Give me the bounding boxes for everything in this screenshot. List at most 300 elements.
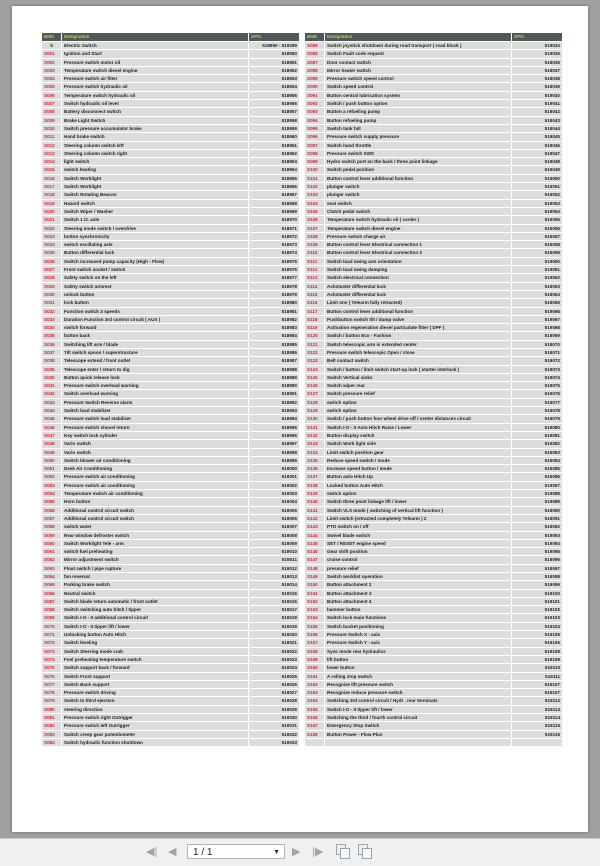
table-row <box>305 125 562 132</box>
designation-cell: Switch increased pump capacity (High - Flow) <box>62 258 248 265</box>
spn-cell: 519116 <box>512 731 562 738</box>
page-number-select[interactable] <box>187 844 285 859</box>
table-row <box>305 739 562 746</box>
bmk-cell: S149 <box>305 573 324 580</box>
spn-cell: 519107 <box>512 681 562 688</box>
table-row <box>42 465 299 472</box>
spn-cell: 519071 <box>512 349 562 356</box>
bmk-cell: S <box>42 42 61 49</box>
table-row <box>42 291 299 298</box>
spn-cell: 518959 <box>249 125 299 132</box>
designation-cell: plunger switch <box>325 183 511 190</box>
designation-cell: Switch / button / limit switch start-up lock ( starter interlock ) <box>325 366 511 373</box>
table-row <box>42 75 299 82</box>
bmk-cell: S048 <box>42 440 61 447</box>
next-page-icon[interactable]: ▶ <box>292 846 301 858</box>
table-row <box>305 366 562 373</box>
designation-cell: Telescope enter / return to dig <box>62 366 248 373</box>
spn-cell: 518982 <box>249 316 299 323</box>
bmk-cell: S107 <box>305 225 324 232</box>
spn-cell: 519004 <box>249 498 299 505</box>
bmk-cell: S045 <box>42 415 61 422</box>
designation-cell: Horn button <box>62 498 248 505</box>
first-page-icon[interactable]: ◀​| <box>146 846 158 858</box>
designation-cell: Switch load stabilizer <box>62 407 248 414</box>
designation-cell: Safety switch armrest <box>62 283 248 290</box>
bmk-cell: S157 <box>305 639 324 646</box>
table-row <box>42 366 299 373</box>
spn-cell: 519086 <box>512 473 562 480</box>
bmk-cell: S021 <box>42 216 61 223</box>
designation-cell: Ignition and Start <box>62 50 248 57</box>
spn-cell: 519091 <box>512 515 562 522</box>
table-row <box>305 590 562 597</box>
bmk-cell: S032 <box>42 308 61 315</box>
spn-cell: 519024 <box>249 664 299 671</box>
spn-cell: 519101 <box>512 598 562 605</box>
bmk-cell: S078 <box>42 689 61 696</box>
spn-cell: 519103 <box>512 614 562 621</box>
spn-cell: 519100 <box>512 590 562 597</box>
table-row <box>42 216 299 223</box>
table-row <box>42 722 299 729</box>
bmk-cell: S132 <box>305 432 324 439</box>
bmk-cell: S111 <box>305 258 324 265</box>
spn-cell: 519050 <box>512 175 562 182</box>
table-row <box>42 324 299 331</box>
bmk-cell: S065 <box>42 581 61 588</box>
designation-cell: Switch 1 /2. axle <box>62 216 248 223</box>
table-row <box>305 465 562 472</box>
designation-cell: Key switch lock cylinder <box>62 432 248 439</box>
bmk-cell: S071 <box>42 631 61 638</box>
table-row <box>42 249 299 256</box>
designation-cell: button synchronicity <box>62 233 248 240</box>
bmk-cell: S108 <box>305 233 324 240</box>
table-row <box>305 274 562 281</box>
bmk-cell: S100 <box>305 166 324 173</box>
designation-cell: Achstaster differential lock <box>325 291 511 298</box>
designation-cell: Door contact switch <box>325 59 511 66</box>
designation-cell: Pressure switch driving <box>62 689 248 696</box>
last-page-icon[interactable]: |▶ <box>312 846 324 858</box>
bmk-cell: S148 <box>305 565 324 572</box>
spn-cell: 519054 <box>512 208 562 215</box>
bmk-cell: S121 <box>305 341 324 348</box>
spn-cell: 519074 <box>512 374 562 381</box>
table-row <box>305 540 562 547</box>
bmk-cell: S115 <box>305 291 324 298</box>
header-bmk: BMK <box>42 33 61 41</box>
spn-cell: 519064 <box>512 291 562 298</box>
designation-cell: Belt contact switch <box>325 357 511 364</box>
designation-cell: Switch lock main functions <box>325 614 511 621</box>
designation-cell: Switch pressure relief <box>325 390 511 397</box>
bmk-cell: S034 <box>42 324 61 331</box>
spn-cell: 519000 <box>249 465 299 472</box>
spn-cell: 519013 <box>249 573 299 580</box>
designation-cell: Switch I-O - II additional control circuit <box>62 614 248 621</box>
table-row <box>305 67 562 74</box>
spn-cell: 518968 <box>249 200 299 207</box>
spn-cell: 519023 <box>249 656 299 663</box>
designation-cell: Switch I-O - II tipper lift / lower <box>325 706 511 713</box>
designation-cell: Switch Rotating Beacon <box>62 191 248 198</box>
designation-cell: Switch worklist operation <box>325 573 511 580</box>
bmk-cell: S109 <box>305 241 324 248</box>
spn-cell: 519079 <box>512 415 562 422</box>
spn-cell: 519016 <box>249 598 299 605</box>
table-row <box>42 42 299 49</box>
spn-cell: 519046 <box>512 142 562 149</box>
designation-cell: Reduce speed switch / mode <box>325 457 511 464</box>
designation-cell: Switch Worklight <box>62 183 248 190</box>
spn-cell: 519033 <box>249 739 299 746</box>
designation-cell: Pressure switch shovel return <box>62 424 248 431</box>
designation-cell: Button attachment 4 <box>325 598 511 605</box>
table-row <box>42 581 299 588</box>
bmk-cell: S129 <box>305 407 324 414</box>
table-row <box>305 117 562 124</box>
bmk-cell: S088 <box>305 67 324 74</box>
table-row <box>305 631 562 638</box>
bmk-cell: S073 <box>42 648 61 655</box>
bmk-cell: S130 <box>305 415 324 422</box>
designation-cell: Pressure Switch Reverse alarm <box>62 399 248 406</box>
spn-cell: 519048 <box>512 158 562 165</box>
table-row <box>42 225 299 232</box>
table-row <box>42 208 299 215</box>
designation-cell: Clutch pedal switch <box>325 208 511 215</box>
designation-cell: Switch Steering mode crab <box>62 648 248 655</box>
designation-cell: Hazard switch <box>62 200 248 207</box>
bmk-cell: S117 <box>305 308 324 315</box>
bmk-cell: S058 <box>42 523 61 530</box>
spn-cell: 519007 <box>249 523 299 530</box>
designation-cell: Temperature switch diesel engine <box>325 225 511 232</box>
table-row <box>42 664 299 671</box>
table-row <box>305 706 562 713</box>
bmk-cell: S168 <box>305 731 324 738</box>
table-row <box>42 714 299 721</box>
designation-cell: Limit switch position gear <box>325 449 511 456</box>
designation-cell: Switch Worklight <box>62 175 248 182</box>
designation-cell: Pressure switch telescopic Open / close <box>325 349 511 356</box>
designation-cell: Steering column switch left <box>62 142 248 149</box>
designation-cell: plunger switch <box>325 191 511 198</box>
designation-cell: Float switch / pipe rupture <box>62 565 248 572</box>
spn-cell: 519108 <box>512 648 562 655</box>
previous-page-icon[interactable]: ◀ <box>168 846 177 858</box>
spn-cell: 519065 <box>512 299 562 306</box>
spn-cell: 519063 <box>512 283 562 290</box>
bmk-cell: S114 <box>305 283 324 290</box>
bmk-cell: S086 <box>305 50 324 57</box>
table-row <box>305 515 562 522</box>
bmk-cell: S022 <box>42 225 61 232</box>
table-row <box>305 581 562 588</box>
bmk-cell: S142 <box>305 515 324 522</box>
spn-cell: 519032 <box>249 731 299 738</box>
spn-cell: 519104 <box>512 623 562 630</box>
designation-cell: Safety switch on the left <box>62 274 248 281</box>
designation-cell: Switch Worklight Tele - arm <box>62 540 248 547</box>
spn-cell: 518964 <box>249 166 299 173</box>
table-row <box>42 490 299 497</box>
bmk-cell: S082 <box>42 722 61 729</box>
table-row <box>305 208 562 215</box>
designation-cell: Pressure switch supply pressure <box>325 133 511 140</box>
table-row <box>305 175 562 182</box>
bmk-cell: S089 <box>305 75 324 82</box>
spn-cell: 518950 - 519299 <box>249 42 299 49</box>
bmk-cell: S026 <box>42 258 61 265</box>
bmk-cell: S020 <box>42 208 61 215</box>
table-row <box>305 332 562 339</box>
table-row <box>42 100 299 107</box>
bmk-cell: S104 <box>305 200 324 207</box>
designation-cell: Pressure Switch X - axis <box>325 631 511 638</box>
designation-cell: Switch / button Eco - Fashion <box>325 332 511 339</box>
designation-cell: Unlocking button Auto Hitch <box>62 631 248 638</box>
switch-table-left <box>42 32 299 747</box>
bmk-cell: S075 <box>42 664 61 671</box>
designation-cell: Switch electrical connection <box>325 274 511 281</box>
table-row <box>305 83 562 90</box>
table-row <box>42 598 299 605</box>
table-row <box>305 108 562 115</box>
designation-cell: Button quick release lock <box>62 374 248 381</box>
header-bmk: BMK <box>305 33 324 41</box>
bmk-cell: S118 <box>305 316 324 323</box>
designation-cell: Achstaster differential lock <box>325 283 511 290</box>
bmk-cell: S147 <box>305 556 324 563</box>
bmk-cell: S002 <box>42 59 61 66</box>
bmk-cell: S008 <box>42 108 61 115</box>
table-row <box>305 415 562 422</box>
designation-cell: Locked button Auto Hitch <box>325 482 511 489</box>
spn-cell: 519042 <box>512 108 562 115</box>
single-page-view-icon[interactable] <box>336 844 349 858</box>
spn-cell: 518988 <box>249 366 299 373</box>
bmk-cell: S027 <box>42 266 61 273</box>
table-row <box>42 233 299 240</box>
table-row <box>42 125 299 132</box>
table-row <box>305 241 562 248</box>
spn-cell: 518993 <box>249 407 299 414</box>
spn-cell: 519055 <box>512 216 562 223</box>
spn-cell: 519107 <box>512 689 562 696</box>
table-row <box>305 382 562 389</box>
designation-cell: Brake Light Switch <box>62 117 248 124</box>
table-row <box>305 399 562 406</box>
bmk-cell: S162 <box>305 681 324 688</box>
spn-cell: 519062 <box>512 274 562 281</box>
spn-cell: 519052 <box>512 191 562 198</box>
spn-cell: 519022 <box>249 648 299 655</box>
table-row <box>42 623 299 630</box>
table-row <box>305 50 562 57</box>
bmk-cell: S145 <box>305 540 324 547</box>
designation-cell: Temperature switch hydraulic oil <box>62 92 248 99</box>
page-number-value: 1 / 1 <box>193 847 213 858</box>
table-row <box>42 498 299 505</box>
spn-cell: 518970 <box>249 216 299 223</box>
designation-cell: light switch <box>62 158 248 165</box>
designation-cell: Button control lever Electrical connection 1 <box>325 241 511 248</box>
spn-cell: 519002 <box>249 482 299 489</box>
spn-cell: 519017 <box>249 606 299 613</box>
bmk-cell: S126 <box>305 382 324 389</box>
designation-cell: Pressure Switch Y - axis <box>325 639 511 646</box>
spn-cell: 518996 <box>249 432 299 439</box>
table-row <box>42 191 299 198</box>
bmk-cell: S070 <box>42 623 61 630</box>
bmk-cell: S079 <box>42 697 61 704</box>
bmk-cell: S150 <box>305 581 324 588</box>
designation-cell: Switch I-O - II Auto Hitch Raise / Lower <box>325 424 511 431</box>
spn-cell: 519072 <box>512 357 562 364</box>
designation-cell: Button display switch <box>325 432 511 439</box>
bmk-cell: S031 <box>42 299 61 306</box>
designation-cell: fan reversal <box>62 573 248 580</box>
designation-cell: Pressure switch air filter <box>62 75 248 82</box>
spn-cell: 519078 <box>512 407 562 414</box>
spn-cell: 519005 <box>249 507 299 514</box>
table-row <box>305 482 562 489</box>
spn-cell: 519037 <box>512 67 562 74</box>
bmk-cell: S024 <box>42 241 61 248</box>
designation-cell: Switch blade return automatic / front outlet <box>62 598 248 605</box>
designation-cell: Button differential lock <box>62 249 248 256</box>
bmk-cell: S059 <box>42 532 61 539</box>
table-row <box>305 283 562 290</box>
table-row <box>305 291 562 298</box>
two-page-view-icon[interactable] <box>358 844 371 858</box>
designation-cell: Switch to third ejection <box>62 697 248 704</box>
designation-cell: Pressure switch SWS <box>325 150 511 157</box>
spn-cell: 519029 <box>249 706 299 713</box>
spn-cell: 519111 <box>512 673 562 680</box>
spn-cell: 519034 <box>512 42 562 49</box>
bmk-cell: S112 <box>305 266 324 273</box>
table-row <box>305 92 562 99</box>
spn-cell: 519080 <box>512 424 562 431</box>
table-row <box>42 523 299 530</box>
table-row <box>42 614 299 621</box>
table-row <box>42 706 299 713</box>
designation-cell: Emergency Stop Switch <box>325 722 511 729</box>
designation-cell: Switch joystick shutdown during road transport ( road block ) <box>325 42 511 49</box>
table-header-row <box>42 33 299 41</box>
designation-cell: Switch pressure accumulator brake <box>62 125 248 132</box>
table-row <box>305 648 562 655</box>
spn-cell: 519110 <box>512 664 562 671</box>
table-row <box>305 498 562 505</box>
bmk-cell: S095 <box>305 125 324 132</box>
designation-cell: Switch hydraulic function shutdown <box>62 739 248 746</box>
spn-cell: 519067 <box>512 316 562 323</box>
bmk-cell: S044 <box>42 407 61 414</box>
spn-cell: 519087 <box>512 482 562 489</box>
table-row <box>42 133 299 140</box>
designation-cell: switch forward <box>62 324 248 331</box>
bmk-cell: S139 <box>305 490 324 497</box>
bmk-cell: S064 <box>42 573 61 580</box>
bmk-cell: S028 <box>42 274 61 281</box>
bmk-cell: S165 <box>305 706 324 713</box>
designation-cell: Additional control circuit switch <box>62 507 248 514</box>
designation-cell: Mirror adjustment switch <box>62 556 248 563</box>
designation-cell: PTO switch on / off <box>325 523 511 530</box>
designation-cell: SET / RESET engine speed <box>325 540 511 547</box>
table-row <box>42 648 299 655</box>
designation-cell: Recognize lift pressure switch <box>325 681 511 688</box>
table-row <box>42 92 299 99</box>
bmk-cell: S166 <box>305 714 324 721</box>
table-row <box>42 697 299 704</box>
table-row <box>42 158 299 165</box>
designation-cell: Pushbutton switch tilt / dump valve <box>325 316 511 323</box>
bmk-cell: S033 <box>42 316 61 323</box>
designation-cell: Pressure switch motor oil <box>62 59 248 66</box>
bmk-cell: S137 <box>305 473 324 480</box>
spn-cell: 518971 <box>249 225 299 232</box>
bmk-cell: S043 <box>42 399 61 406</box>
spn-cell: 519099 <box>512 581 562 588</box>
bmk-cell: S016 <box>42 175 61 182</box>
table-row <box>42 681 299 688</box>
bmk-cell: S099 <box>305 158 324 165</box>
designation-cell: Button central lubrication system <box>325 92 511 99</box>
designation-cell: switch option <box>325 490 511 497</box>
table-row <box>42 390 299 397</box>
designation-cell: Pressure switch speed control <box>325 75 511 82</box>
spn-cell: 519085 <box>512 465 562 472</box>
spn-cell: 518999 <box>249 457 299 464</box>
bmk-cell: S090 <box>305 83 324 90</box>
table-row <box>42 59 299 66</box>
spn-cell: 519057 <box>512 233 562 240</box>
spn-cell: 518981 <box>249 308 299 315</box>
spn-cell: 519040 <box>512 92 562 99</box>
spn-cell: 518975 <box>249 258 299 265</box>
designation-cell: Temperature switch diesel engine <box>62 67 248 74</box>
bmk-cell: S057 <box>42 515 61 522</box>
designation-cell: Switch hydraulic oil level <box>62 100 248 107</box>
table-row <box>305 216 562 223</box>
bmk-cell: S014 <box>42 158 61 165</box>
bmk-cell: S009 <box>42 117 61 124</box>
spn-cell <box>512 739 562 746</box>
table-row <box>305 424 562 431</box>
bmk-cell: S097 <box>305 142 324 149</box>
spn-cell: 518979 <box>249 291 299 298</box>
spn-cell: 519001 <box>249 473 299 480</box>
bmk-cell: S030 <box>42 291 61 298</box>
table-row <box>42 142 299 149</box>
bmk-cell: S062 <box>42 556 61 563</box>
table-row <box>305 507 562 514</box>
spn-cell: 518962 <box>249 150 299 157</box>
spn-cell: 519041 <box>512 100 562 107</box>
designation-cell: Switch bucket positioning <box>325 623 511 630</box>
table-row <box>42 349 299 356</box>
spn-cell: 519020 <box>249 631 299 638</box>
spn-cell: 519038 <box>512 75 562 82</box>
bmk-cell: S037 <box>42 349 61 356</box>
table-row <box>305 457 562 464</box>
